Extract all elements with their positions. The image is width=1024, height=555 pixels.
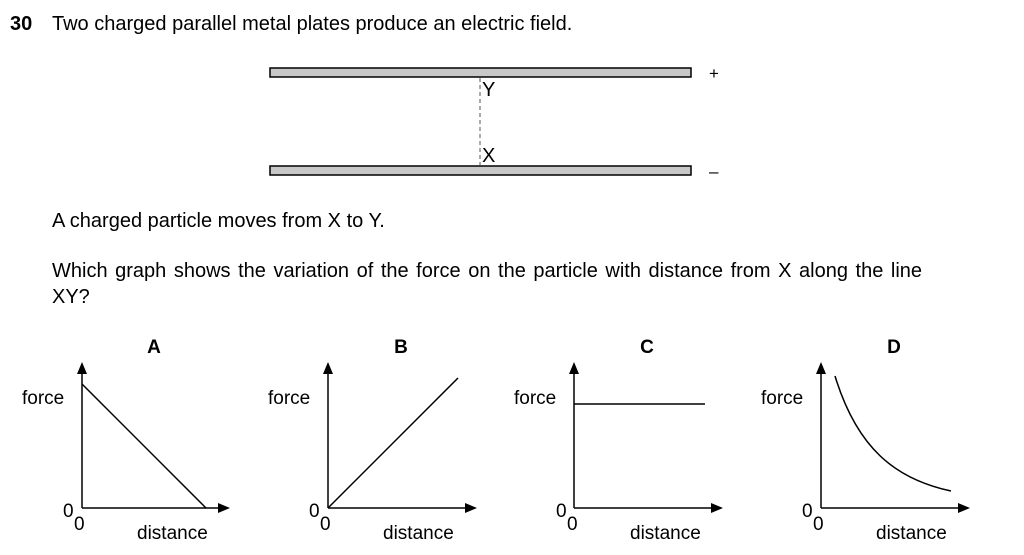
graph-d-y-origin: 0 — [802, 501, 813, 522]
graph-c-y-origin: 0 — [556, 501, 567, 522]
prompt-line-2: XY? — [52, 286, 90, 308]
graph-d-x-label: distance — [876, 523, 947, 544]
prompt-line-1: Which graph shows the variation of the force on the particle with distance from X along the line — [52, 260, 923, 282]
graph-d-label: D — [887, 337, 901, 358]
top-plate — [270, 68, 691, 77]
graph-d-x-origin: 0 — [813, 514, 824, 535]
graph-a — [22, 337, 228, 544]
graph-a-x-label: distance — [137, 523, 208, 544]
graph-b-y-origin: 0 — [309, 501, 320, 522]
point-y-label: Y — [482, 79, 496, 101]
graph-b — [268, 337, 475, 544]
graph-b-curve — [328, 378, 458, 508]
graph-c-x-origin: 0 — [567, 514, 578, 535]
question-number: 30 — [10, 13, 33, 35]
graph-b-x-origin: 0 — [320, 514, 331, 535]
plates-diagram — [270, 64, 719, 181]
question-text: Two charged parallel metal plates produce an electric field. — [52, 13, 573, 35]
graph-d-curve — [835, 376, 951, 491]
graph-d — [761, 337, 968, 544]
bottom-plate — [270, 166, 691, 175]
positive-sign: + — [709, 64, 719, 83]
graph-c-y-label: force — [514, 388, 557, 409]
graph-a-x-origin: 0 — [74, 514, 85, 535]
graph-b-y-label: force — [268, 388, 311, 409]
graph-a-y-label: force — [22, 388, 65, 409]
graph-d-y-label: force — [761, 388, 804, 409]
graph-c-label: C — [640, 337, 654, 358]
graph-c — [514, 337, 721, 544]
statement-text: A charged particle moves from X to Y. — [52, 210, 385, 232]
point-x-label: X — [482, 145, 496, 167]
graph-a-label: A — [147, 337, 161, 358]
graph-a-y-origin: 0 — [63, 501, 74, 522]
negative-sign: – — [709, 162, 719, 181]
graph-b-label: B — [394, 337, 408, 358]
graph-b-x-label: distance — [383, 523, 454, 544]
graph-a-curve — [82, 384, 206, 508]
graph-c-x-label: distance — [630, 523, 701, 544]
